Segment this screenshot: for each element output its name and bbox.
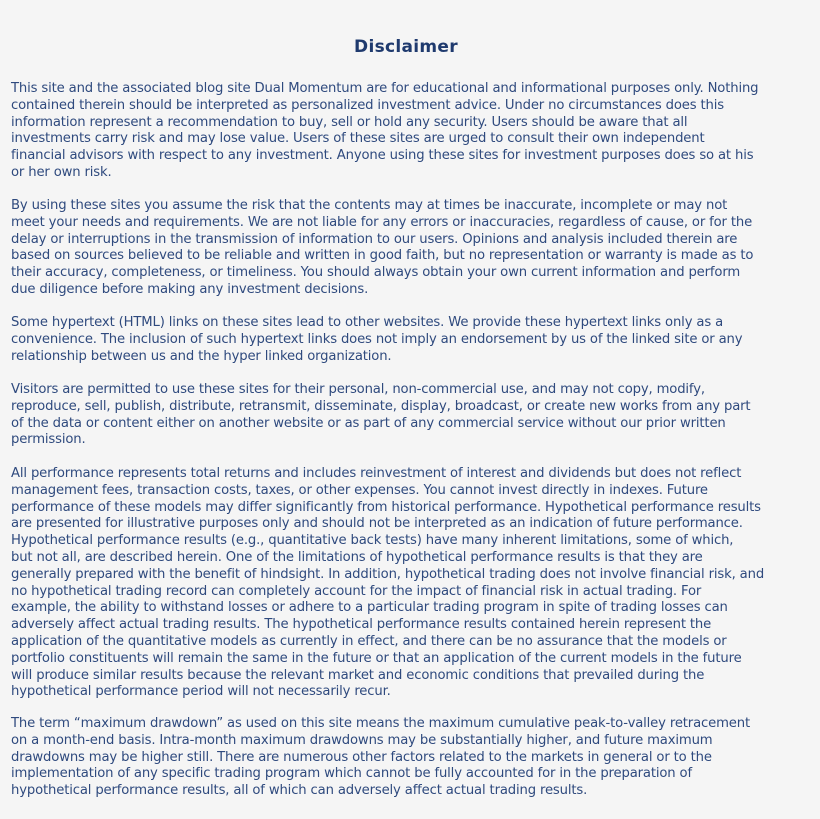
text-line: The term “maximum drawdown” as used on this site means the maximum cumulative peak-to-valley retracement	[11, 716, 750, 731]
paragraph-performance	[11, 466, 816, 701]
text-line: due diligence before making any investment decisions.	[11, 281, 369, 297]
text-line: or her own risk.	[11, 164, 112, 180]
text-line: relationship between us and the hyper linked organization.	[11, 348, 392, 364]
text-line: portfolio constituents will remain the same in the future or that an application of the current models in the future	[11, 650, 742, 666]
text-line: hypothetical performance results, all of which can adversely affect actual trading results.	[11, 783, 588, 799]
text-line: example, the ability to withstand losses or adhere to a particular trading program in spite of trading losses can	[11, 600, 728, 616]
paragraph-hypertext-links	[11, 315, 816, 365]
text-line: investments carry risk and may lose value. Users of these sites are urged to consult their own independent	[11, 131, 705, 147]
text-line: are presented for illustrative purposes only and should not be interpreted as an indication of future performance.	[11, 516, 743, 532]
text-line: hypothetical performance period will not necessarily recur.	[11, 684, 391, 700]
text-line: delay or interruptions in the transmission of information to our users. Opinions and analysis included therein are	[11, 231, 738, 247]
text-line: generally prepared with the benefit of hindsight. In addition, hypothetical trading does not involve financial risk, and	[11, 566, 765, 582]
text-line: based on sources believed to be reliable and written in good faith, but no representation or warranty is made as to	[11, 248, 754, 264]
text-line: All performance represents total returns and includes reinvestment of interest and dividends but does not reflect	[11, 466, 742, 481]
text-line: reproduce, sell, publish, distribute, retransmit, disseminate, display, broadcast, or create new works from any part	[11, 398, 751, 414]
text-line: adversely affect actual trading results. The hypothetical performance results contained herein represent the	[11, 617, 712, 633]
text-line: on a month-end basis. Intra-month maximum drawdowns may be substantially higher, and future maximum	[11, 732, 713, 748]
text-line: This site and the associated blog site Dual Momentum are for educational and informational purposes only. Nothing	[11, 81, 759, 96]
text-line: implementation of any specific trading program which cannot be fully accounted for in the preparation of	[11, 766, 692, 782]
text-line: meet your needs and requirements. We are not liable for any errors or inaccuracies, regardless of cause, or for the	[11, 214, 753, 230]
text-line: will produce similar results because the relevant market and economic conditions that prevailed during the	[11, 667, 705, 683]
text-line: but not all, are described herein. One of the limitations of hypothetical performance results is that they are	[11, 549, 703, 565]
paragraph-maximum-drawdown	[11, 716, 816, 800]
paragraph-permitted-use	[11, 382, 816, 449]
text-line: information represent a recommendation to buy, sell or hold any security. Users should be aware that all	[11, 114, 688, 130]
text-line: By using these sites you assume the risk that the contents may at times be inaccurate, incomplete or may not	[11, 198, 728, 213]
page-title: Disclaimer	[354, 37, 458, 57]
text-line: Visitors are permitted to use these sites for their personal, non-commercial use, and may not copy, modify,	[11, 382, 705, 397]
text-line: no hypothetical trading record can completely account for the impact of financial risk in actual trading. For	[11, 583, 702, 599]
text-line: permission.	[11, 432, 86, 448]
text-line: of the data or content either on another website or as part of any commercial service without our prior written	[11, 415, 726, 431]
text-line: application of the quantitative models as currently in effect, and there can be no assurance that the models or	[11, 633, 727, 649]
text-line: contained therein should be interpreted as personalized investment advice. Under no circumstances does this	[11, 97, 724, 113]
text-line: Hypothetical performance results (e.g., quantitative back tests) have many inherent limitations, some of which,	[11, 533, 734, 549]
paragraph-assumption-of-risk	[11, 198, 816, 299]
text-line: performance of these models may differ significantly from historical performance. Hypothetical performance results	[11, 499, 761, 515]
paragraph-educational-purposes	[11, 81, 816, 182]
text-line: financial advisors with respect to any investment. Anyone using these sites for investment purposes does so at his	[11, 148, 754, 164]
text-line: their accuracy, completeness, or timeliness. You should always obtain your own current information and perform	[11, 265, 741, 281]
text-line: Some hypertext (HTML) links on these sites lead to other websites. We provide these hypertext links only as a	[11, 315, 724, 330]
text-line: convenience. The inclusion of such hypertext links does not imply an endorsement by us of the linked site or any	[11, 331, 743, 347]
text-line: drawdowns may be higher still. There are numerous other factors related to the markets in general or to the	[11, 749, 712, 765]
text-line: management fees, transaction costs, taxes, or other expenses. You cannot invest directly in indexes. Future	[11, 482, 708, 498]
